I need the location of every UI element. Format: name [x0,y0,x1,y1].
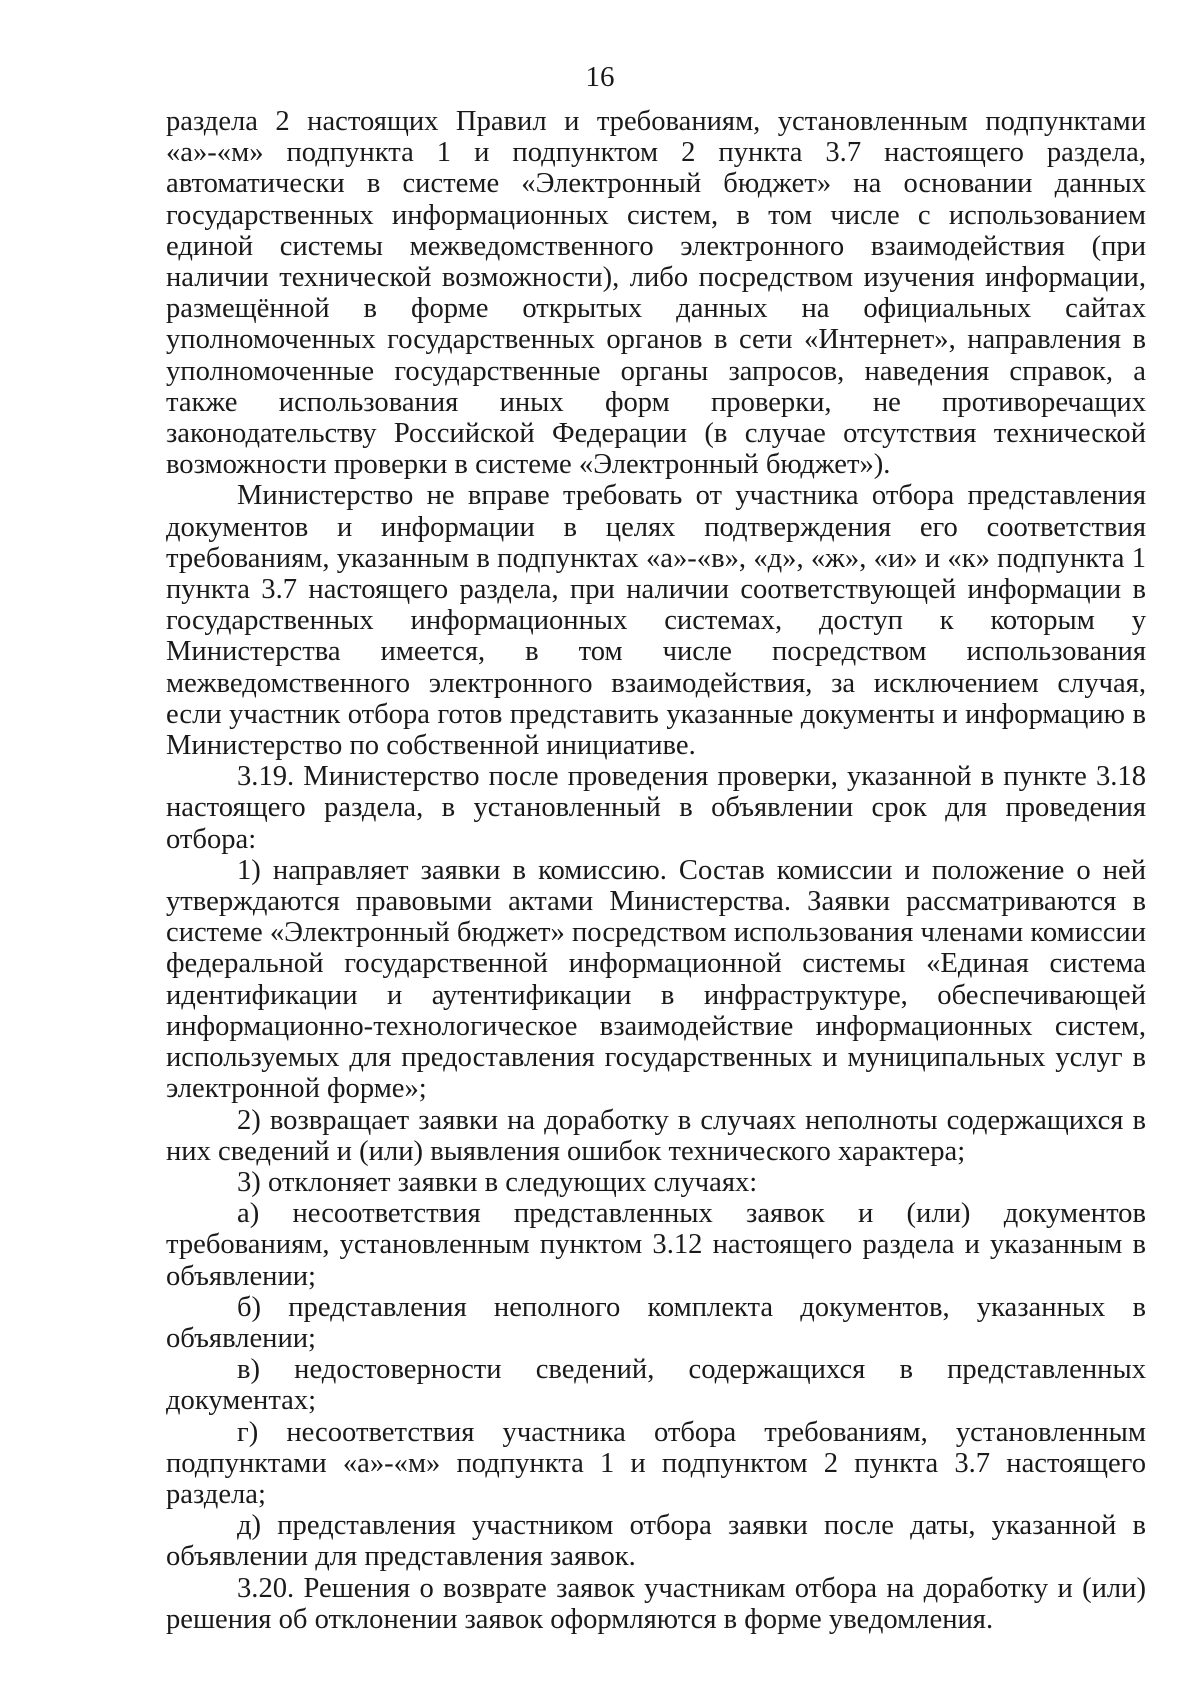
paragraph-item-3: 3) отклоняет заявки в следующих случаях: [237,1166,758,1198]
paragraph-subitem-v: в) недостоверности сведений, содержащихся в представленных документах; [166,1354,1146,1417]
page-number: 16 [585,61,615,93]
paragraph-continuation: раздела 2 настоящих Правил и требованиям, установленным подпунктами «а»-«м» подпункта 1 и подпунктом 2 пункта 3.7 настоящего раздела, автоматически в системе «Электронный бюджет» на основании данных государственных информационных систем, в том числе с использованием единой системы межведомственного электронного взаимодействия (при наличии технической возможности), либо посредством изучения информации, размещённой в форме открытых данных на официальных сайтах уполномоченных государственных органов в сети «Интернет», направления в уполномоченные государственные органы запросов, наведения справок, а также использования иных форм проверки, не противоречащих законодательству Российской Федерации (в случае отсутствия технической возможности проверки в системе «Электронный бюджет»). [166,106,1146,481]
paragraph-subitem-g: г) несоответствия участника отбора требованиям, установленным подпунктами «а»-«м» подпункта 1 и подпунктом 2 пункта 3.7 настоящего раздела; [166,1416,1146,1510]
paragraph-subitem-a: а) несоответствия представленных заявок и (или) документов требованиям, установленным пунктом 3.12 настоящего раздела и указанным в объявлении; [166,1198,1146,1292]
paragraph-clause-3-19: 3.19. Министерство после проведения проверки, указанной в пункте 3.18 настоящего раздела, в установленный в объявлении срок для проведения отбора: [166,761,1146,855]
paragraph-clause-3-20: 3.20. Решения о возврате заявок участникам отбора на доработку и (или) решения об отклонении заявок оформляются в форме уведомления. [166,1572,1146,1635]
paragraph-subitem-d: д) представления участником отбора заявки после даты, указанной в объявлении для представления заявок. [166,1510,1146,1573]
paragraph-ministry-rights: Министерство не вправе требовать от участника отбора представления документов и информации в целях подтверждения его соответствия требованиям, указанным в подпунктах «а»-«в», «д», «ж», «и» и «к» подпункта 1 пункта 3.7 настоящего раздела, при наличии соответствующей информации в государственных информационных системах, доступ к которым у Министерства имеется, в том числе посредством использования межведомственного электронного взаимодействия, за исключением случая, если участник отбора готов представить указанные документы и информацию в Министерство по собственной инициативе. [166,480,1146,762]
paragraph-subitem-b: б) представления неполного комплекта документов, указанных в объявлении; [166,1291,1146,1354]
paragraph-item-2: 2) возвращает заявки на доработку в случаях неполноты содержащихся в них сведений и (или) выявления ошибок технического характера; [166,1104,1146,1167]
paragraph-item-1: 1) направляет заявки в комиссию. Состав комиссии и положение о ней утверждаются правовыми актами Министерства. Заявки рассматриваются в системе «Электронный бюджет» посредством использования членами комиссии федеральной государственной информационной системы «Единая система идентификации и аутентификации в инфраструктуре, обеспечивающей информационно-технологическое взаимодействие информационных систем, используемых для предоставления государственных и муниципальных услуг в электронной форме»; [166,854,1146,1105]
document-body [166,106,1146,1635]
